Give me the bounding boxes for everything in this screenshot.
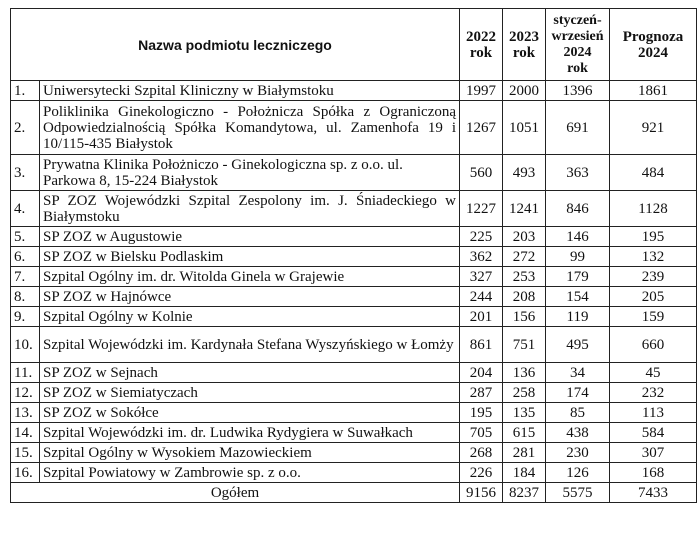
header-name: Nazwa podmiotu leczniczego [11,9,460,81]
value-2023: 493 [503,155,546,191]
value-jan-sep-2024: 846 [546,191,610,227]
total-2022: 9156 [460,483,503,503]
value-2023: 208 [503,287,546,307]
value-2023: 272 [503,247,546,267]
value-2023: 135 [503,403,546,423]
value-jan-sep-2024: 438 [546,423,610,443]
value-forecast-2024: 239 [610,267,697,287]
facility-name: Szpital Powiatowy w Zambrowie sp. z o.o. [40,463,460,483]
facility-name: Szpital Ogólny w Kolnie [40,307,460,327]
value-2022: 1997 [460,81,503,101]
row-number: 13. [11,403,40,423]
value-jan-sep-2024: 363 [546,155,610,191]
value-2022: 244 [460,287,503,307]
value-jan-sep-2024: 174 [546,383,610,403]
facility-name: SP ZOZ w Bielsku Podlaskim [40,247,460,267]
value-forecast-2024: 1861 [610,81,697,101]
value-forecast-2024: 159 [610,307,697,327]
value-jan-sep-2024: 85 [546,403,610,423]
value-2023: 136 [503,363,546,383]
value-2023: 1051 [503,101,546,155]
facility-name: Szpital Wojewódzki im. Kardynała Stefana Wyszyńskiego w Łomży [40,327,460,363]
facility-name: SP ZOZ w Siemiatyczach [40,383,460,403]
table-row [11,327,697,363]
table-row [11,423,697,443]
value-2022: 287 [460,383,503,403]
row-number: 12. [11,383,40,403]
header-forecast-2024: Prognoza 2024 [610,9,697,81]
row-number: 9. [11,307,40,327]
value-forecast-2024: 307 [610,443,697,463]
value-2023: 2000 [503,81,546,101]
facility-name: SP ZOZ Wojewódzki Szpital Zespolony im. J. Śniadeckiego w Białymstoku [40,191,460,227]
value-jan-sep-2024: 154 [546,287,610,307]
value-jan-sep-2024: 119 [546,307,610,327]
value-2023: 156 [503,307,546,327]
value-forecast-2024: 205 [610,287,697,307]
value-2022: 1227 [460,191,503,227]
value-forecast-2024: 45 [610,363,697,383]
value-2022: 195 [460,403,503,423]
row-number: 7. [11,267,40,287]
table-row [11,443,697,463]
facility-name: SP ZOZ w Sejnach [40,363,460,383]
value-jan-sep-2024: 34 [546,363,610,383]
header-2023: 2023 rok [503,9,546,81]
value-2022: 268 [460,443,503,463]
value-2023: 1241 [503,191,546,227]
total-row [11,483,697,503]
value-2022: 327 [460,267,503,287]
table-row [11,155,697,191]
row-number: 3. [11,155,40,191]
facility-name: SP ZOZ w Augustowie [40,227,460,247]
table-row [11,307,697,327]
value-2023: 258 [503,383,546,403]
value-2022: 201 [460,307,503,327]
table-row [11,191,697,227]
total-jan-sep-2024: 5575 [546,483,610,503]
header-2022: 2022 rok [460,9,503,81]
row-number: 5. [11,227,40,247]
header-jan-sep-2024: styczeń- wrzesień 2024 rok [546,9,610,81]
row-number: 15. [11,443,40,463]
table-row [11,403,697,423]
value-forecast-2024: 484 [610,155,697,191]
value-2022: 362 [460,247,503,267]
value-forecast-2024: 1128 [610,191,697,227]
value-forecast-2024: 132 [610,247,697,267]
value-2022: 225 [460,227,503,247]
facility-name: Prywatna Klinika Położniczo - Ginekologiczna sp. z o.o. ul. Parkowa 8, 15-224 Białystok [40,155,460,191]
value-jan-sep-2024: 495 [546,327,610,363]
value-2023: 184 [503,463,546,483]
value-2023: 281 [503,443,546,463]
value-jan-sep-2024: 691 [546,101,610,155]
row-number: 10. [11,327,40,363]
value-2023: 253 [503,267,546,287]
table-row [11,101,697,155]
value-jan-sep-2024: 146 [546,227,610,247]
facility-name: SP ZOZ w Hajnówce [40,287,460,307]
table-row [11,247,697,267]
table-row [11,363,697,383]
facility-name: Uniwersytecki Szpital Kliniczny w Białymstoku [40,81,460,101]
value-forecast-2024: 921 [610,101,697,155]
header-row [11,9,697,81]
hospital-births-table [10,8,697,503]
facility-name: Szpital Ogólny im. dr. Witolda Ginela w Grajewie [40,267,460,287]
value-jan-sep-2024: 99 [546,247,610,267]
value-2022: 861 [460,327,503,363]
row-number: 6. [11,247,40,267]
row-number: 14. [11,423,40,443]
value-2022: 226 [460,463,503,483]
table-row [11,227,697,247]
table-row [11,463,697,483]
row-number: 4. [11,191,40,227]
value-forecast-2024: 660 [610,327,697,363]
table-row [11,287,697,307]
row-number: 11. [11,363,40,383]
table-row [11,383,697,403]
value-2023: 615 [503,423,546,443]
row-number: 8. [11,287,40,307]
row-number: 16. [11,463,40,483]
value-forecast-2024: 232 [610,383,697,403]
value-2022: 1267 [460,101,503,155]
facility-name: SP ZOZ w Sokółce [40,403,460,423]
value-forecast-2024: 195 [610,227,697,247]
total-2023: 8237 [503,483,546,503]
value-2022: 560 [460,155,503,191]
value-2023: 203 [503,227,546,247]
facility-name: Poliklinika Ginekologiczno - Położnicza Spółka z Ograniczoną Odpowiedzialnością Spółka Komandytowa, ul. Zamenhofa 19 i 10/115-435 Białystok [40,101,460,155]
table-row [11,267,697,287]
facility-name: Szpital Wojewódzki im. dr. Ludwika Rydygiera w Suwałkach [40,423,460,443]
value-jan-sep-2024: 179 [546,267,610,287]
value-2023: 751 [503,327,546,363]
row-number: 1. [11,81,40,101]
value-2022: 705 [460,423,503,443]
value-forecast-2024: 168 [610,463,697,483]
value-forecast-2024: 113 [610,403,697,423]
value-jan-sep-2024: 230 [546,443,610,463]
value-jan-sep-2024: 126 [546,463,610,483]
value-2022: 204 [460,363,503,383]
table-row [11,81,697,101]
value-forecast-2024: 584 [610,423,697,443]
row-number: 2. [11,101,40,155]
facility-name: Szpital Ogólny w Wysokiem Mazowieckiem [40,443,460,463]
total-label: Ogółem [11,483,460,503]
total-forecast-2024: 7433 [610,483,697,503]
value-jan-sep-2024: 1396 [546,81,610,101]
